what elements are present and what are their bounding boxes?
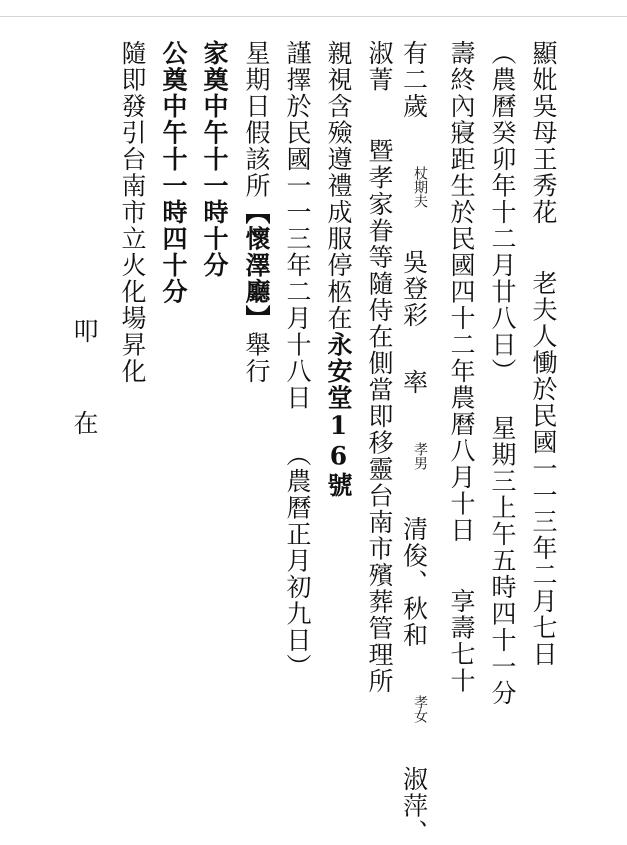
notice-column-10 bbox=[153, 40, 193, 820]
cremation-text: 隨即發引台南市立火化場昇化 bbox=[118, 40, 147, 385]
hall-name: 【懷澤廳】 bbox=[242, 199, 271, 332]
family-escort-text: 暨孝家眷等隨侍在側當即移靈台南市殯葬管理所 bbox=[359, 138, 399, 695]
notice-column-5 bbox=[359, 40, 399, 820]
funeral-day-venue: 星期日假該所 bbox=[242, 40, 271, 199]
funeral-lunar-date: （農曆正月初九日） bbox=[283, 442, 312, 681]
notice-column-8 bbox=[236, 40, 276, 820]
daughters-label: 孝女 bbox=[400, 695, 440, 723]
age-part-2: 有二歲 bbox=[400, 40, 429, 120]
notice-column-4 bbox=[400, 40, 440, 820]
signature-kou: 叩 bbox=[64, 318, 104, 343]
age-part-1: 享壽七十 bbox=[441, 588, 481, 694]
notice-column-3 bbox=[441, 40, 481, 820]
hall-location: 永安堂16號 bbox=[324, 332, 353, 499]
signature-zai: 在 bbox=[64, 410, 104, 435]
sons-names: 清俊、秋和 bbox=[394, 516, 434, 649]
daughters-names: 淑萍、 bbox=[394, 766, 434, 845]
notice-column-2 bbox=[482, 40, 522, 820]
husband-label: 杖期夫 bbox=[400, 166, 440, 208]
lead-word: 率 bbox=[394, 369, 434, 396]
lunar-death-date: （農曆癸卯年十二月廿八日） bbox=[488, 40, 517, 385]
notice-column-9 bbox=[194, 40, 234, 820]
death-time: 星期三上午五時四十一分 bbox=[488, 415, 517, 707]
top-divider bbox=[0, 16, 627, 17]
notice-column-6 bbox=[318, 40, 358, 820]
birth-date: 壽終內寢距生於民國四十二年農曆八月十日 bbox=[447, 40, 476, 544]
death-date: 老夫人慟於民國一一三年二月七日 bbox=[523, 270, 563, 668]
husband-name: 吳登彩 bbox=[394, 249, 434, 329]
family-ceremony-time: 家奠中午十一時十分 bbox=[200, 40, 229, 279]
funeral-date: 謹擇於民國一一三年二月十八日 bbox=[283, 40, 312, 411]
sons-label: 孝男 bbox=[400, 442, 440, 470]
notice-column-1 bbox=[523, 40, 563, 820]
public-ceremony-time: 公奠中午十一時四十分 bbox=[159, 40, 188, 305]
held-word: 舉行 bbox=[242, 332, 271, 385]
encoffining-text: 親視含殮遵禮成服停柩在 bbox=[324, 40, 353, 332]
deceased-name: 顯妣吳母王秀花 bbox=[529, 40, 558, 226]
notice-column-7 bbox=[277, 40, 317, 820]
notice-column-11 bbox=[112, 40, 152, 820]
daughter-name-2: 淑菁 bbox=[365, 40, 394, 93]
